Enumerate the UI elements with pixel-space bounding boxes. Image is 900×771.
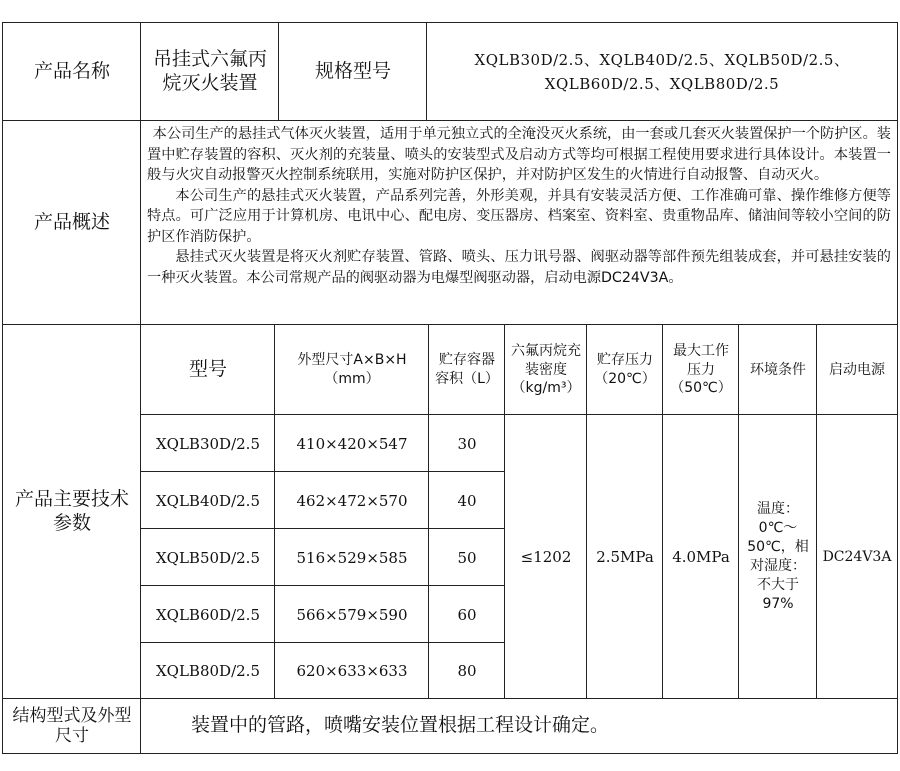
table-row-volume: 40: [428, 471, 506, 530]
table-row-dims: 566×579×590: [274, 585, 430, 644]
table-row-volume: 50: [428, 528, 506, 587]
spec-model-label: 规格型号: [278, 22, 428, 122]
table-row-volume: 30: [428, 414, 506, 473]
table-row-volume: 60: [428, 585, 506, 644]
overview-text: [140, 120, 898, 326]
max-pressure-value: 4.0MPa: [662, 414, 740, 700]
overview-paragraph-2: 本公司生产的悬挂式灭火装置，产品系列完善，外形美观，并具有安装灵活方便、工作准确可靠、操作维修方便等特点。可广泛应用于计算机房、电讯中心、配电房、变压器房、档案室、资料室、贵重物品库、储油间等较小空间的防护区作消防保护。: [147, 187, 891, 245]
structure-value: 装置中的管路，喷嘴安装位置根据工程设计确定。: [140, 698, 898, 754]
product-name-value: 吊挂式六氟丙烷灭火装置: [140, 22, 280, 122]
table-row-volume: 80: [428, 642, 506, 700]
overview-paragraph-3: 悬挂式灭火装置是将灭火剂贮存装置、管路、喷头、压力讯号器、阀驱动器等部件预先组装成套，并可悬挂安装的一种灭火装置。本公司常规产品的阀驱动器为电爆型阀驱动器，启动电源DC24V3A。: [147, 249, 891, 286]
spec-model-value: [426, 22, 898, 122]
power-value: DC24V3A: [816, 414, 898, 700]
pressure-value: 2.5MPa: [586, 414, 664, 700]
specs-label: 产品主要技术参数: [2, 324, 142, 700]
table-row-model: XQLB80D/2.5: [140, 642, 276, 700]
table-row-model: XQLB40D/2.5: [140, 471, 276, 530]
table-row-dims: 410×420×547: [274, 414, 430, 473]
header-power: 启动电源: [816, 324, 898, 416]
spec-line-2: XQLB60D/2.5、XQLB80D/2.5: [544, 75, 780, 93]
overview-label: 产品概述: [2, 120, 142, 326]
header-max-pressure: 最大工作压力（50℃）: [662, 324, 740, 416]
product-name-label: 产品名称: [2, 22, 142, 122]
overview-paragraph-1: 本公司生产的悬挂式气体灭火装置，适用于单元独立式的全淹没灭火系统，由一套或几套灭火装置保护一个防护区。装置中贮存装置的容积、灭火剂的充装量、喷头的安装型式及启动方式等均可根据工程使用要求进行具体设计。本装置一般与火灾自动报警灭火控制系统联用，实施对防护区保护，并对防护区发生的火情进行自动报警、自动灭火。: [147, 126, 891, 183]
env-value: 温度：0℃～50℃，相对湿度：不大于97%: [738, 414, 818, 700]
table-row-model: XQLB50D/2.5: [140, 528, 276, 587]
table-row-dims: 462×472×570: [274, 471, 430, 530]
header-env: 环境条件: [738, 324, 818, 416]
structure-label: 结构型式及外型尺寸: [2, 698, 142, 754]
spec-line-1: XQLB30D/2.5、XQLB40D/2.5、XQLB50D/2.5、: [474, 51, 850, 69]
header-volume: 贮存容器容积（L）: [428, 324, 506, 416]
header-density: 六氟丙烷充装密度（kg/m³）: [504, 324, 588, 416]
header-pressure: 贮存压力（20℃）: [586, 324, 664, 416]
table-row-model: XQLB60D/2.5: [140, 585, 276, 644]
header-dims: 外型尺寸A×B×H（mm）: [274, 324, 430, 416]
table-row-dims: 620×633×633: [274, 642, 430, 700]
header-model: 型号: [140, 324, 276, 416]
table-row-model: XQLB30D/2.5: [140, 414, 276, 473]
table-row-dims: 516×529×585: [274, 528, 430, 587]
density-value: ≤1202: [504, 414, 588, 700]
